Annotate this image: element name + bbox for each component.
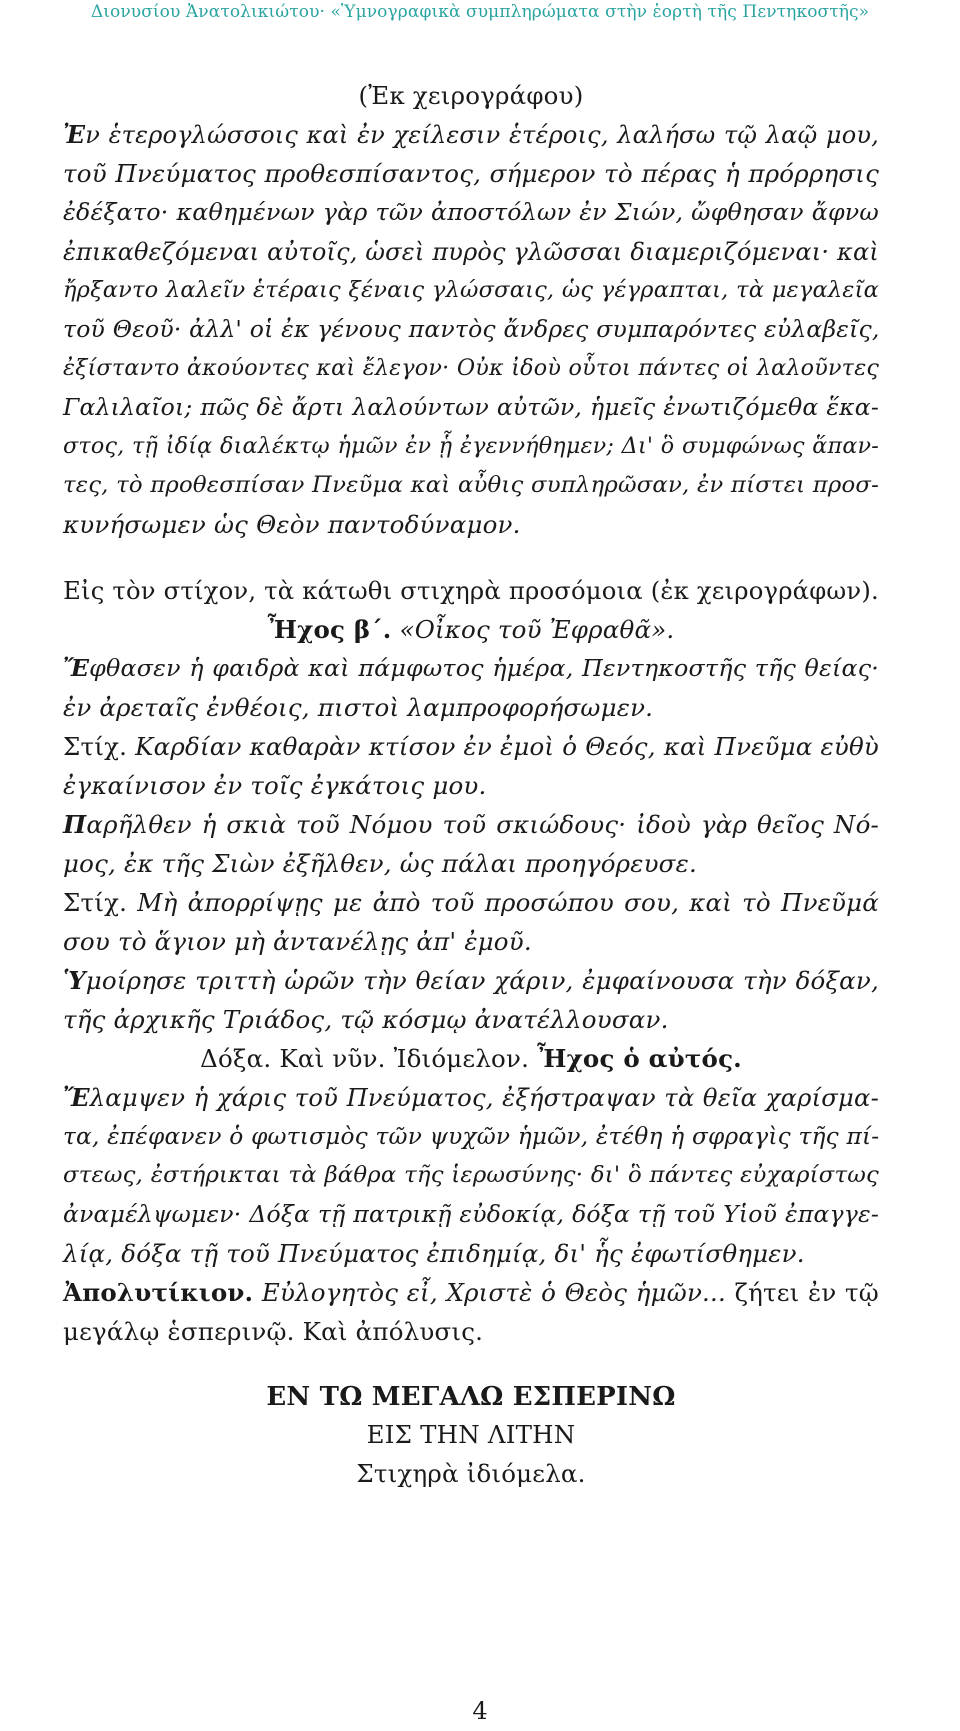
verse-line: σου τὸ ἅγιον μὴ ἀντανέλῃς ἀπ' ἐμοῦ. (63, 927, 532, 956)
sticheron-line: Ὑμοίρησε τριττὴ ὡρῶν τὴν θείαν χάριν, ἐμφαίνουσα τὴν δόξαν, (63, 966, 879, 995)
p1-line: Γαλιλαῖοι; πῶς δὲ ἄρτι λαλούντων αὐτῶν, ἡμεῖς ἐνωτιζόμεθα ἕκα- (63, 393, 879, 421)
rubric: Εἰς τὸν στίχον, τὰ κάτωθι στιχηρὰ προσόμοια (ἐκ χειρογράφων). (63, 576, 879, 605)
section-title: ΕΝ ΤΩ ΜΕΓΑΛΩ ΕΣΠΕΡΙΝΩ (266, 1382, 676, 1412)
tone-label: Ἦχος β΄. (267, 615, 392, 644)
sticheron-line: ἐν ἀρεταῖς ἐνθέοις, πιστοὶ λαμπροφορήσωμεν. (63, 693, 654, 722)
sticheron-line: Παρῆλθεν ἡ σκιὰ τοῦ Νόμου τοῦ σκιώδους· ἰδοὺ γὰρ θεῖος Νό- (63, 810, 879, 839)
sticheron-line: λίᾳ, δόξα τῇ τοῦ Πνεύματος ἐπιδημίᾳ, δι' ἧς ἐφωτίσθημεν. (63, 1239, 805, 1268)
tone-model: «Οἶκος τοῦ Ἐφραθᾶ». (399, 615, 675, 644)
sticheron-initial: Ὑ (63, 966, 86, 995)
apolytikion-line: Ἀπολυτίκιον. Εὐλογητὸς εἶ, Χριστὲ ὁ Θεὸς ἡμῶν... ζήτει ἐν τῷ (63, 1278, 879, 1307)
p1-line: ἐξίσταντο ἀκούοντες καὶ ἔλεγον· Οὐκ ἰδοὺ οὗτοι πάντες οἱ λαλοῦντες (63, 355, 879, 381)
verse-line: Στίχ. Μὴ ἀπορρίψῃς με ἀπὸ τοῦ προσώπου σου, καὶ τὸ Πνεῦμά (63, 888, 879, 917)
page-number: 4 (472, 1697, 488, 1725)
section-note: Στιχηρὰ ἰδιόμελα. (356, 1459, 586, 1488)
sticheron-line: Ἔφθασεν ἡ φαιδρὰ καὶ πάμφωτος ἡμέρα, Πεντηκοστῆς τῆς θείας· (63, 654, 879, 682)
doxa-line (63, 1044, 879, 1073)
sticheron-line: ἀναμέλψωμεν· Δόξα τῇ πατρικῇ εὐδοκίᾳ, δόξα τῇ τοῦ Υἱοῦ ἐπαγγε- (63, 1200, 879, 1228)
sticheron-line: στεως, ἐστήρικται τὰ βάθρα τῆς ἱερωσύνης· δι' ὃ πάντες εὐχαρίστως (63, 1162, 879, 1188)
verse-line: ἐγκαίνισον ἐν τοῖς ἐγκάτοις μου. (63, 771, 487, 800)
doxa-text: Δόξα. Καὶ νῦν. Ἰδιόμελον. (200, 1044, 530, 1073)
section-subtitle: ΕΙΣ ΤΗΝ ΛΙΤΗΝ (366, 1420, 576, 1449)
apolytikion-label: Ἀπολυτίκιον. (63, 1278, 254, 1307)
p1-line: ἐδέξατο· καθημένων γὰρ τῶν ἀποστόλων ἐν Σιών, ὤφθησαν ἄφνω (63, 198, 879, 226)
sticheron-initial: Π (63, 810, 87, 839)
apolytikion-text: Εὐλογητὸς εἶ, Χριστὲ ὁ Θεὸς ἡμῶν... (261, 1278, 726, 1307)
running-header: Διονυσίου Ἀνατολικιώτου· «Ὑμνογραφικὰ συμπληρώματα στὴν ἑορτὴ τῆς Πεντηκοστῆς» (90, 2, 870, 22)
p1-line: τοῦ Πνεύματος προθεσπίσαντος, σήμερον τὸ πέρας ἡ πρόρρησις (63, 159, 879, 188)
p1-line: κυνήσωμεν ὡς Θεὸν παντοδύναμον. (63, 510, 521, 539)
verse-label: Στίχ. (63, 888, 128, 917)
sticheron-line: τα, ἐπέφανεν ὁ φωτισμὸς τῶν ψυχῶν ἡμῶν, ἐτέθη ἡ σφραγὶς τῆς πί- (63, 1123, 880, 1150)
p1-line: τες, τὸ προθεσπίσαν Πνεῦμα καὶ αὖθις συπληρῶσαν, ἐν πίστει προσ- (63, 472, 879, 498)
p1-initial: Ἐ (63, 120, 86, 149)
sticheron-line: μος, ἐκ τῆς Σιὼν ἐξῆλθεν, ὡς πάλαι προηγόρευσε. (63, 849, 697, 878)
sticheron-initial: Ἔ (63, 1083, 90, 1112)
apolytikion-line: μεγάλῳ ἑσπερινῷ. Καὶ ἀπόλυσις. (63, 1317, 484, 1346)
sticheron-line: τῆς ἀρχικῆς Τριάδος, τῷ κόσμῳ ἀνατέλλουσαν. (63, 1005, 669, 1034)
doxa-tone: Ἦχος ὁ αὐτός. (537, 1044, 742, 1073)
tone-line (63, 615, 879, 644)
p1-line: ἐπικαθεζόμεναι αὐτοῖς, ὡσεὶ πυρὸς γλῶσσαι διαμεριζόμεναι· καὶ (63, 238, 879, 266)
sticheron-line: Ἔλαμψεν ἡ χάρις τοῦ Πνεύματος, ἐξήστραψαν τὰ θεῖα χαρίσμα- (63, 1083, 879, 1112)
p1-line: τοῦ Θεοῦ· ἀλλ' οἱ ἐκ γένους παντὸς ἄνδρες συμπαρόντες εὐλαβεῖς, (63, 315, 880, 343)
source-note: (Ἐκ χειρογράφου) (358, 81, 584, 110)
p1-line: στος, τῇ ἰδίᾳ διαλέκτῳ ἡμῶν ἐν ᾗ ἐγεννήθημεν; Δι' ὃ συμφώνως ἅπαν- (63, 433, 879, 459)
sticheron-initial: Ἔ (63, 654, 90, 682)
p1-line: ἤρξαντο λαλεῖν ἑτέραις ξέναις γλώσσαις, ὡς γέγραπται, τὰ μεγαλεῖα (63, 277, 879, 303)
verse-label: Στίχ. (63, 732, 128, 761)
p1-line: Ἐν ἑτερογλώσσοις καὶ ἐν χείλεσιν ἑτέροις, λαλήσω τῷ λαῷ μου, (63, 120, 879, 149)
verse-line: Στίχ. Καρδίαν καθαρὰν κτίσον ἐν ἐμοὶ ὁ Θεός, καὶ Πνεῦμα εὐθὺ (63, 732, 879, 761)
